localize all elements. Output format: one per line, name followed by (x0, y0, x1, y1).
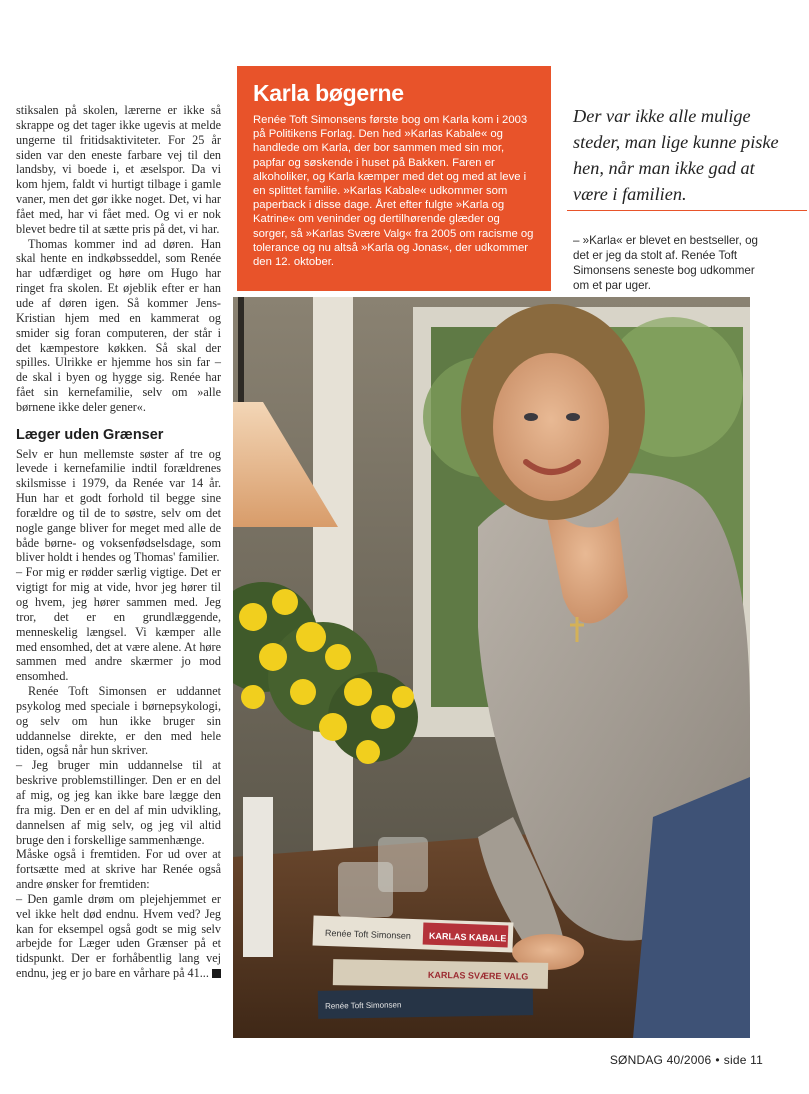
page-footer (610, 1053, 763, 1067)
article-paragraph: Selv er hun mellemste søster af tre og levede i kernefamilie indtil forældrenes skilsmisse i 1979, da Renée var 14 år. Hun har et godt forhold til begge sine forældre og til de to søstre, selv om det nogle gange bliver for meget med alle de både børne- og voksenfødselsdage, som bliver holdt i hendes og Thomas' familier. (16, 446, 221, 565)
article-paragraph: Renée Toft Simonsen er uddannet psykolog med speciale i børnepsykologi, og selv om hun ikke bruger sin uddannelse direkte, er den med hele tiden, også når hun skriver. (16, 684, 221, 758)
article-paragraph: – For mig er rødder særlig vigtige. Det er vigtigt for mig at vide, hvor jeg hører til og hvem, jeg hører sammen med. Jeg tror, det er en grundlæggende, menneskelig længsel. Vi kæmper alle med ensomhed, det at være alene. At høre sammen med andre skærmer jo mod ensomhed. (16, 565, 221, 684)
article-paragraph: Måske også i fremtiden. For ud over at fortsætte med at skrive har Renée også andre ønsker for fremtiden: (16, 847, 221, 892)
divider-rule (567, 210, 807, 211)
drinking-glass (378, 837, 428, 892)
factbox-title: Karla bøgerne (253, 80, 404, 106)
article-paragraph-text: – Den gamle drøm om plejehjemmet er vel ikke helt død endnu. Hvem ved? Jeg kan for eksempel også godt se mig selv arbejde for Læger uden Grænser på et tidspunkt. Der er forhåbentlig lang vej endnu, jeg er jo bare en vårhare på 41... (16, 891, 221, 981)
article-paragraph-last (16, 892, 221, 981)
article-column (16, 103, 221, 981)
door-frame (313, 297, 353, 897)
bullet-separator: • (715, 1053, 720, 1067)
photo-caption: – »Karla« er blevet en bestseller, og det er jeg da stolt af. Renée Toft Simonsens seneste bog udkommer om et par uger. (573, 234, 758, 292)
page-number: side 11 (723, 1053, 763, 1067)
article-subheading: Læger uden Grænser (16, 426, 164, 443)
book-title-text: KARLAS SVÆRE VALG (427, 969, 529, 982)
person-face (493, 353, 609, 501)
book-spine-text: Renée Toft Simonsen (324, 927, 411, 941)
pull-quote: Der var ikke alle mulige steder, man lige kunne piske hen, når man ikke gad at være i familien. (573, 106, 779, 204)
book-spine-text: Renée Toft Simonsen (324, 1000, 402, 1011)
factbox (237, 66, 551, 291)
article-paragraph: – Jeg bruger min uddannelse til at beskrive problemstillinger. Den er en del af mig, og jeg kan ikke bare lægge den fra mig. Den er en del af min udvikling, dannelsen af mig selv, og jeg vil altid bruge den i forskellige sammenhænge. (16, 758, 221, 847)
article-paragraph: stiksalen på skolen, lærerne er ikke så skrappe og det tager ikke ugevis at melde ungerne til fritidsaktiviteter. For 25 år siden var den eneste farbare vej til den landsby, vi boede i, et æselspor. Da vi kom hjem, faldt vi hurtigt tilbage i gamle vaner, men det gør ikke noget. Det, vi har fået med, har vi fået med. Og vi er nok blevet bedre til at sætte pris på det, vi har. (16, 103, 221, 236)
issue-label: SØNDAG 40/2006 (609, 1053, 712, 1067)
lamp-cord (238, 297, 244, 402)
portrait-photo (233, 297, 750, 1038)
factbox-body: Renée Toft Simonsens første bog om Karla kom i 2003 på Politikens Forlag. Den hed »Karlas Kabale« og handlede om Karla, der bor sammen med sin mor, papfar og søskende i huset på Bakken. Faren er alkoholiker, og Karla kæmper med det og med at leve i en splittet familie. »Karlas Kabale« udkommer som paperback i disse dage. Året efter fulgte »Karla og Katrine« om veninder og dertilhørende glæder og sorger, så »Karlas Svære Valg« fra 2005 om racisme og tolerance og nu altså »Karla og Jonas«, der udkommer den 12. oktober. (253, 114, 534, 269)
person-eye (566, 413, 580, 421)
article-paragraph: Thomas kommer ind ad døren. Han skal hente en indkøbsseddel, som Renée har udfærdiget og høre om Hugo har ringet fra skolen. Et øjeblik efter er han ude af døren igen. Så kommer Jens-Kristian hjem med en kammerat og smider sig foran computeren, der står i det kæmpestore køkken. Så skal der spilles. Ulrikke er hjemme hos sin far – de skal i byen og hygge sig. Renée har fået sin kernefamilie, selv om »alle børnene ikke deler gener«. (16, 236, 221, 414)
book-title-text: KARLAS KABALE (428, 930, 507, 944)
end-mark-icon (212, 969, 221, 978)
person-eye (524, 413, 538, 421)
